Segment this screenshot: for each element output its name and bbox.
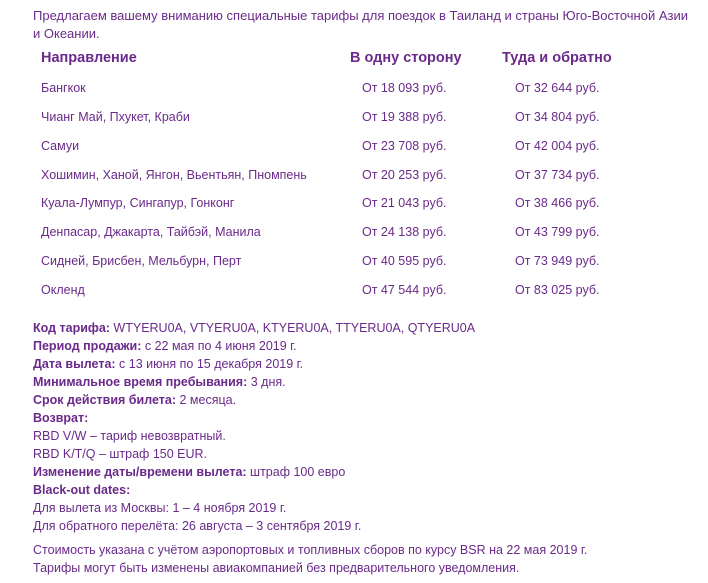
header-destination: Направление xyxy=(41,50,137,66)
table-row xyxy=(33,225,693,245)
table-row xyxy=(33,254,693,274)
row-destination: Бангкок xyxy=(41,81,86,95)
validity-label: Срок действия билета: xyxy=(33,393,177,407)
fare-code-value: WTYERU0A, VTYERU0A, KTYERU0A, TTYERU0A, QTYERU0A xyxy=(109,321,476,335)
row-destination: Чианг Май, Пхукет, Краби xyxy=(41,110,190,124)
row-round-trip-price: От 37 734 руб. xyxy=(515,168,600,182)
row-destination: Сидней, Брисбен, Мельбурн, Перт xyxy=(41,254,242,268)
departure-line xyxy=(33,355,693,373)
min-stay-label: Минимальное время пребывания: xyxy=(33,375,248,389)
row-round-trip-price: От 42 004 руб. xyxy=(515,139,600,153)
row-round-trip-price: От 73 949 руб. xyxy=(515,254,600,268)
fare-code-label: Код тарифа: xyxy=(33,321,110,335)
header-one-way: В одну сторону xyxy=(350,50,462,66)
blackout-rule-2: Для обратного перелёта: 26 августа – 3 сентября 2019 г. xyxy=(33,519,362,533)
row-one-way-price: От 24 138 руб. xyxy=(362,225,447,239)
row-one-way-price: От 18 093 руб. xyxy=(362,81,447,95)
row-round-trip-price: От 34 804 руб. xyxy=(515,110,600,124)
change-line xyxy=(33,463,693,481)
row-destination: Денпасар, Джакарта, Тайбэй, Манила xyxy=(41,225,261,239)
row-round-trip-price: От 83 025 руб. xyxy=(515,283,600,297)
refund-rule-2: RBD K/T/Q – штраф 150 EUR. xyxy=(33,447,208,461)
table-row xyxy=(33,139,693,159)
refund-rule-1: RBD V/W – тариф невозвратный. xyxy=(33,429,226,443)
validity-value: 2 месяца. xyxy=(176,393,237,407)
blackout-rule-1: Для вылета из Москвы: 1 – 4 ноября 2019 г. xyxy=(33,501,287,515)
footer-note-2: Тарифы могут быть изменены авиакомпанией без предварительного уведомления. xyxy=(33,561,520,575)
row-one-way-price: От 47 544 руб. xyxy=(362,283,447,297)
footer-note-1: Стоимость указана с учётом аэропортовых и топливных сборов по курсу BSR на 22 мая 2019 г. xyxy=(33,543,588,557)
intro-text: Предлагаем вашему вниманию специальные тарифы для поездок в Таиланд и страны Юго-Восточной Азии и Океании. xyxy=(33,8,688,41)
row-round-trip-price: От 43 799 руб. xyxy=(515,225,600,239)
fare-conditions xyxy=(33,319,693,535)
row-one-way-price: От 19 388 руб. xyxy=(362,110,447,124)
header-round-trip: Туда и обратно xyxy=(502,50,612,66)
row-one-way-price: От 21 043 руб. xyxy=(362,196,447,210)
row-destination: Окленд xyxy=(41,283,85,297)
row-one-way-price: От 23 708 руб. xyxy=(362,139,447,153)
fare-code-line xyxy=(33,319,693,337)
validity-line xyxy=(33,391,693,409)
sale-period-value: с 22 мая по 4 июня 2019 г. xyxy=(141,339,297,353)
row-destination: Куала-Лумпур, Сингапур, Гонконг xyxy=(41,196,235,210)
refund-line xyxy=(33,409,693,427)
departure-value: с 13 июня по 15 декабря 2019 г. xyxy=(115,357,304,371)
row-one-way-price: От 20 253 руб. xyxy=(362,168,447,182)
blackout-label: Black-out dates: xyxy=(33,483,131,497)
blackout-line xyxy=(33,481,693,499)
sale-period-line xyxy=(33,337,693,355)
change-value: штраф 100 евро xyxy=(246,465,346,479)
min-stay-line xyxy=(33,373,693,391)
row-destination: Хошимин, Ханой, Янгон, Вьентьян, Пномпень xyxy=(41,168,307,182)
sale-period-label: Период продажи: xyxy=(33,339,142,353)
min-stay-value: 3 дня. xyxy=(247,375,286,389)
departure-label: Дата вылета: xyxy=(33,357,116,371)
refund-label: Возврат: xyxy=(33,411,89,425)
row-round-trip-price: От 32 644 руб. xyxy=(515,81,600,95)
table-row xyxy=(33,283,693,303)
row-round-trip-price: От 38 466 руб. xyxy=(515,196,600,210)
table-row xyxy=(33,196,693,216)
footer-notes xyxy=(33,541,703,577)
row-one-way-price: От 40 595 руб. xyxy=(362,254,447,268)
table-row xyxy=(33,110,693,130)
change-label: Изменение даты/времени вылета: xyxy=(33,465,247,479)
table-row xyxy=(33,168,693,188)
table-row xyxy=(33,81,693,101)
row-destination: Самуи xyxy=(41,139,80,153)
